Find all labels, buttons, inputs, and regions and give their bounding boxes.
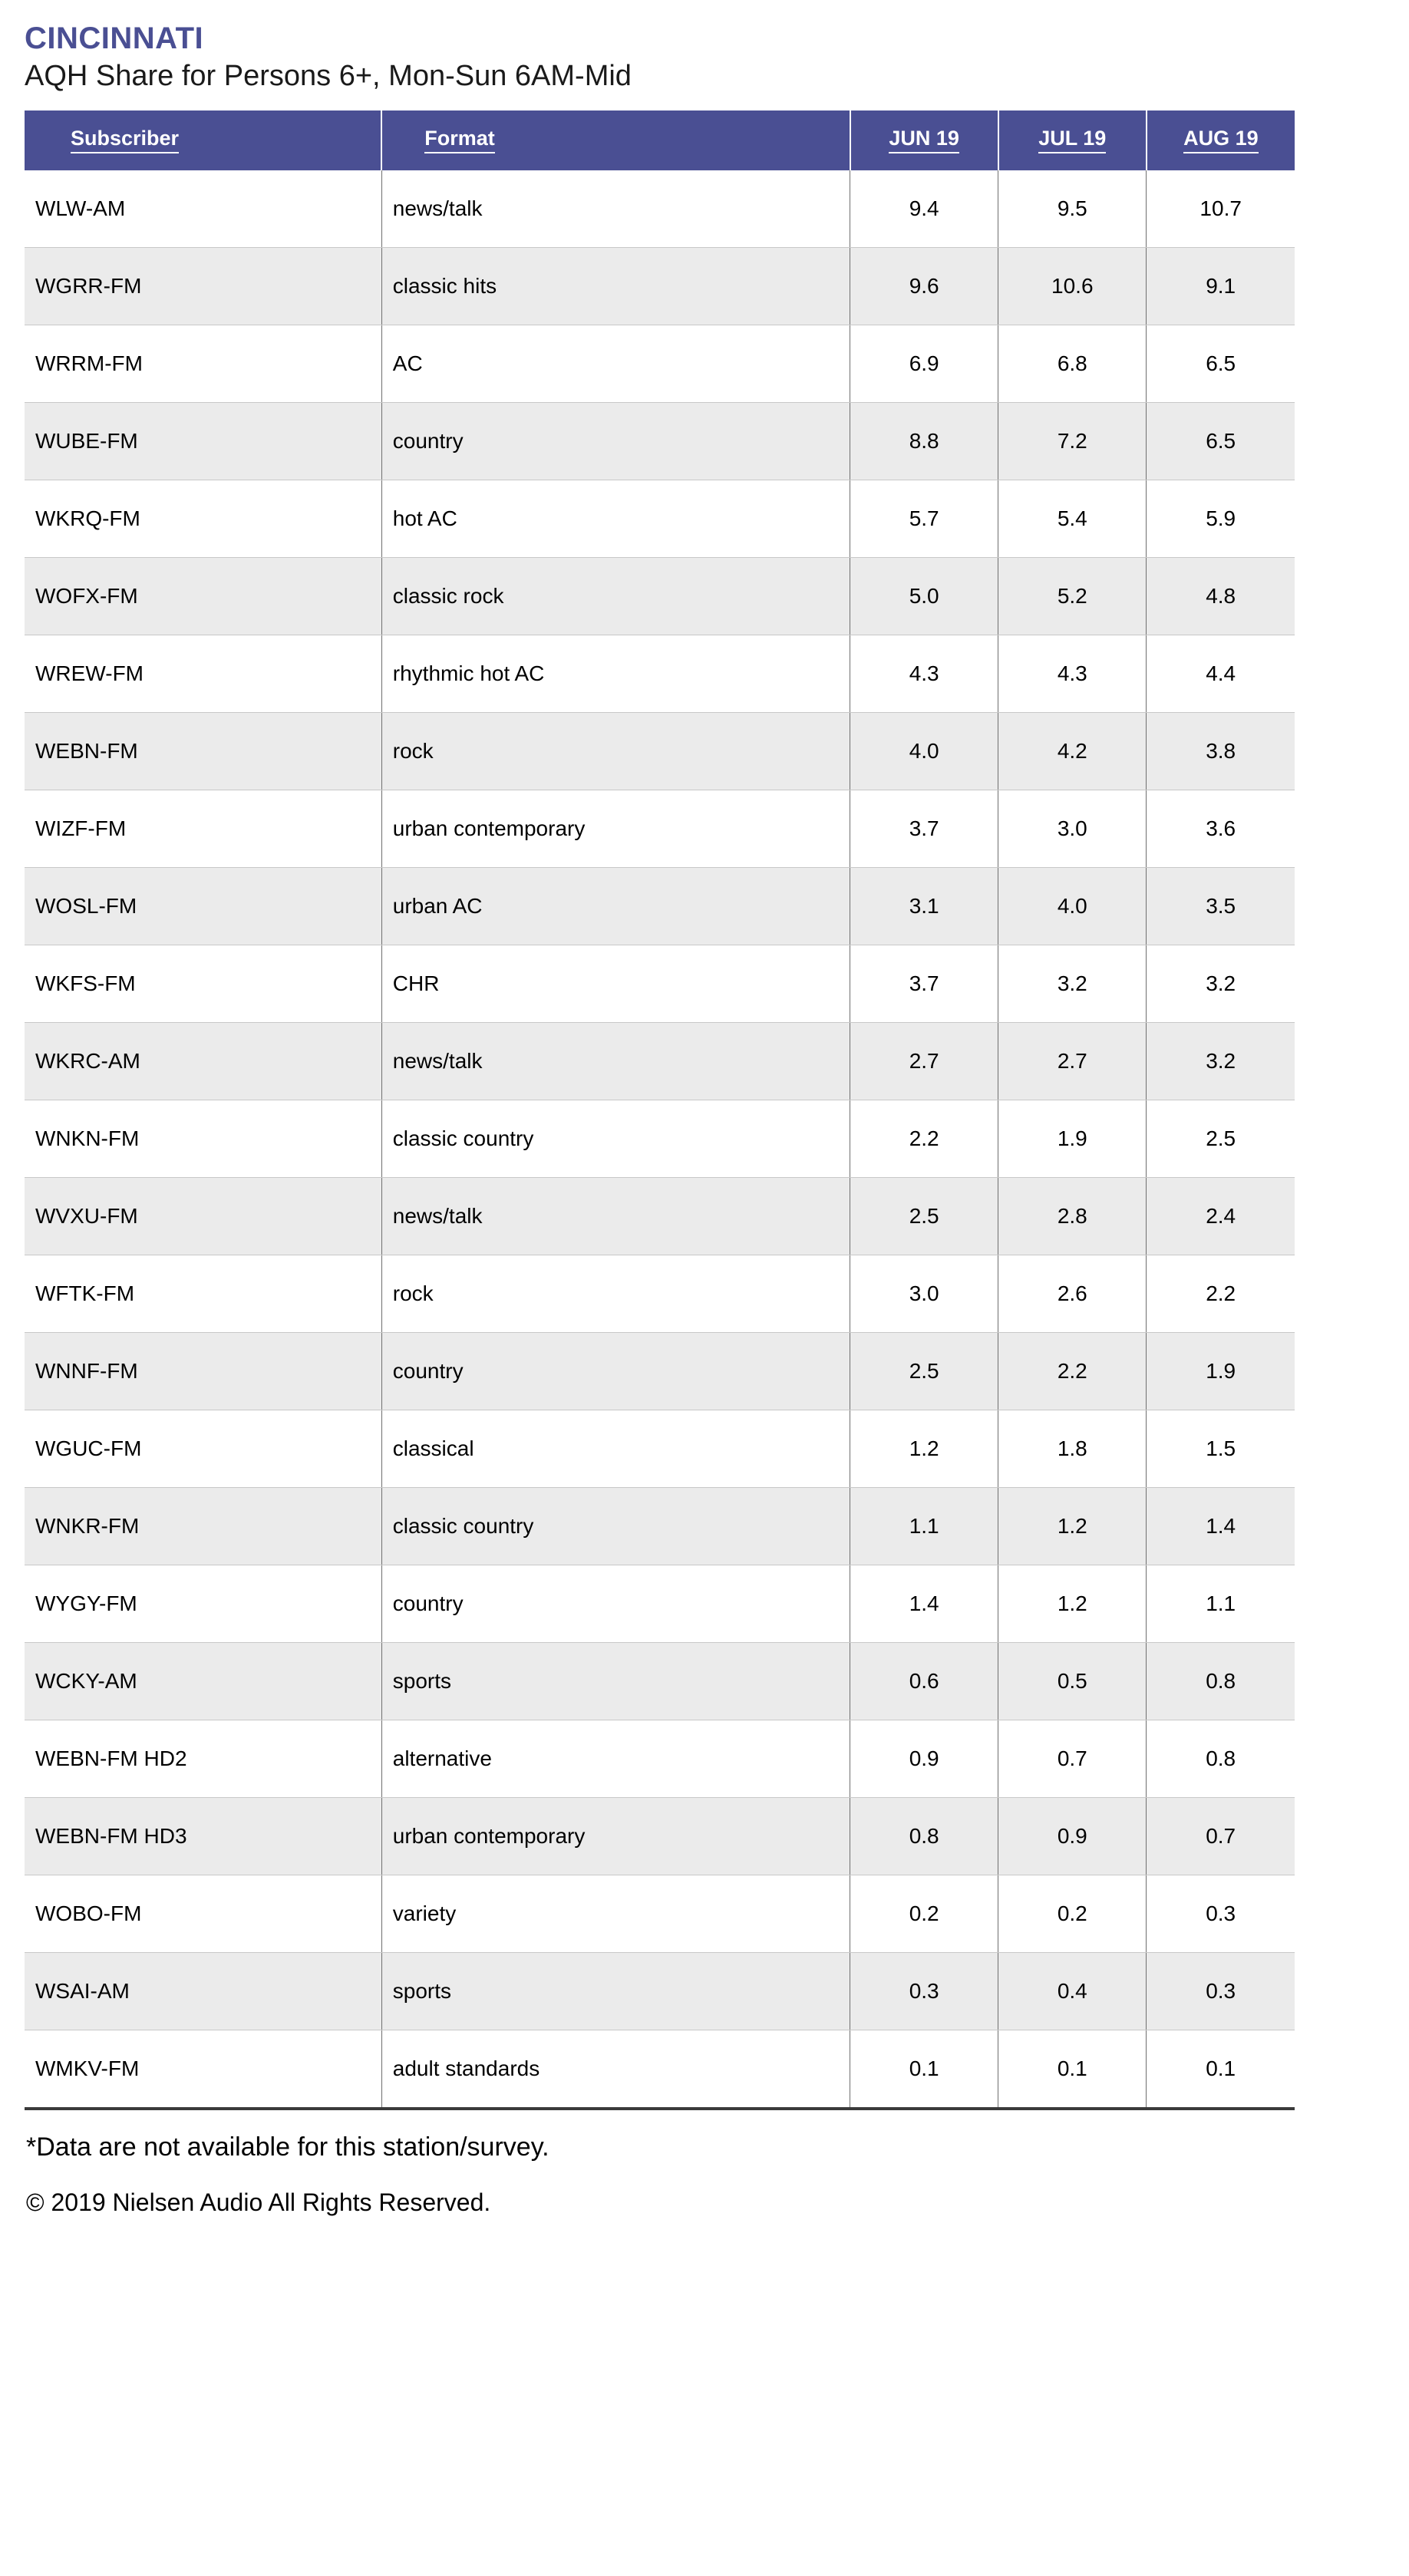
cell-jun-19: 2.5 [850,1177,998,1255]
cell-subscriber: WVXU-FM [25,1177,381,1255]
cell-format: hot AC [381,480,850,557]
cell-jun-19: 3.0 [850,1255,998,1332]
cell-jun-19: 4.3 [850,635,998,712]
cell-format: rock [381,712,850,790]
cell-subscriber: WOBO-FM [25,1875,381,1952]
cell-jun-19: 9.4 [850,170,998,248]
cell-jul-19: 5.4 [998,480,1147,557]
table-row [25,1797,1295,1875]
cell-jun-19: 9.6 [850,247,998,325]
table-header-row [25,110,1295,170]
cell-format: urban contemporary [381,1797,850,1875]
table-row [25,635,1295,712]
cell-format: variety [381,1875,850,1952]
cell-subscriber: WKRQ-FM [25,480,381,557]
table-row [25,790,1295,867]
table-row [25,945,1295,1022]
cell-format: AC [381,325,850,402]
cell-format: sports [381,1952,850,2030]
table-row [25,1410,1295,1487]
cell-format: classic rock [381,557,850,635]
cell-aug-19: 3.5 [1147,867,1295,945]
cell-subscriber: WRRM-FM [25,325,381,402]
cell-jul-19: 9.5 [998,170,1147,248]
table-row [25,1100,1295,1177]
cell-jul-19: 0.2 [998,1875,1147,1952]
cell-jul-19: 0.4 [998,1952,1147,2030]
cell-aug-19: 0.3 [1147,1875,1295,1952]
cell-jul-19: 2.2 [998,1332,1147,1410]
table-row [25,1255,1295,1332]
cell-subscriber: WUBE-FM [25,402,381,480]
table-row [25,1565,1295,1642]
cell-format: urban contemporary [381,790,850,867]
table-row [25,170,1295,248]
cell-subscriber: WEBN-FM HD2 [25,1720,381,1797]
cell-jun-19: 6.9 [850,325,998,402]
cell-subscriber: WSAI-AM [25,1952,381,2030]
cell-aug-19: 2.2 [1147,1255,1295,1332]
cell-jun-19: 2.7 [850,1022,998,1100]
cell-subscriber: WGRR-FM [25,247,381,325]
cell-aug-19: 3.6 [1147,790,1295,867]
table-row [25,1332,1295,1410]
cell-aug-19: 0.8 [1147,1642,1295,1720]
cell-format: rhythmic hot AC [381,635,850,712]
table-row [25,402,1295,480]
table-row [25,325,1295,402]
table-row [25,1487,1295,1565]
cell-jul-19: 1.2 [998,1487,1147,1565]
table-row [25,2030,1295,2107]
cell-format: country [381,402,850,480]
cell-format: classic country [381,1100,850,1177]
cell-jul-19: 2.6 [998,1255,1147,1332]
cell-aug-19: 0.3 [1147,1952,1295,2030]
cell-jul-19: 6.8 [998,325,1147,402]
cell-aug-19: 0.7 [1147,1797,1295,1875]
cell-jul-19: 2.7 [998,1022,1147,1100]
cell-subscriber: WCKY-AM [25,1642,381,1720]
cell-format: rock [381,1255,850,1332]
cell-jul-19: 1.8 [998,1410,1147,1487]
cell-jul-19: 0.9 [998,1797,1147,1875]
cell-subscriber: WOFX-FM [25,557,381,635]
cell-jul-19: 7.2 [998,402,1147,480]
cell-format: news/talk [381,1177,850,1255]
cell-jul-19: 0.5 [998,1642,1147,1720]
report-subtitle: AQH Share for Persons 6+, Mon-Sun 6AM-Mid [25,60,632,92]
cell-aug-19: 1.1 [1147,1565,1295,1642]
cell-subscriber: WKRC-AM [25,1022,381,1100]
cell-subscriber: WEBN-FM [25,712,381,790]
cell-jun-19: 0.6 [850,1642,998,1720]
cell-subscriber: WMKV-FM [25,2030,381,2107]
column-header-aug-19: AUG 19 [1147,110,1295,170]
cell-subscriber: WNKN-FM [25,1100,381,1177]
cell-aug-19: 2.5 [1147,1100,1295,1177]
table-row [25,1952,1295,2030]
table-row [25,1642,1295,1720]
cell-format: sports [381,1642,850,1720]
column-header-format: Format [381,110,850,170]
column-header-jul-19: JUL 19 [998,110,1147,170]
cell-jun-19: 4.0 [850,712,998,790]
cell-subscriber: WGUC-FM [25,1410,381,1487]
cell-jun-19: 0.2 [850,1875,998,1952]
cell-aug-19: 0.1 [1147,2030,1295,2107]
table-row [25,712,1295,790]
cell-jun-19: 3.7 [850,790,998,867]
cell-aug-19: 3.8 [1147,712,1295,790]
cell-aug-19: 9.1 [1147,247,1295,325]
cell-subscriber: WKFS-FM [25,945,381,1022]
cell-jun-19: 2.5 [850,1332,998,1410]
cell-jun-19: 0.9 [850,1720,998,1797]
cell-aug-19: 4.8 [1147,557,1295,635]
cell-aug-19: 10.7 [1147,170,1295,248]
cell-format: classic country [381,1487,850,1565]
cell-format: CHR [381,945,850,1022]
cell-jun-19: 1.2 [850,1410,998,1487]
cell-aug-19: 3.2 [1147,945,1295,1022]
cell-subscriber: WFTK-FM [25,1255,381,1332]
cell-format: adult standards [381,2030,850,2107]
cell-subscriber: WIZF-FM [25,790,381,867]
cell-jul-19: 10.6 [998,247,1147,325]
cell-jul-19: 2.8 [998,1177,1147,1255]
cell-jul-19: 1.2 [998,1565,1147,1642]
table-row [25,867,1295,945]
cell-jul-19: 5.2 [998,557,1147,635]
cell-jun-19: 8.8 [850,402,998,480]
cell-aug-19: 1.9 [1147,1332,1295,1410]
cell-jul-19: 4.2 [998,712,1147,790]
cell-format: alternative [381,1720,850,1797]
ratings-table [25,110,1295,2107]
cell-format: country [381,1332,850,1410]
cell-subscriber: WEBN-FM HD3 [25,1797,381,1875]
cell-jun-19: 2.2 [850,1100,998,1177]
table-body [25,170,1295,2107]
cell-aug-19: 4.4 [1147,635,1295,712]
column-header-jun-19: JUN 19 [850,110,998,170]
table-row [25,1875,1295,1952]
table-header [25,110,1295,170]
cell-aug-19: 6.5 [1147,402,1295,480]
cell-aug-19: 3.2 [1147,1022,1295,1100]
cell-jun-19: 3.1 [850,867,998,945]
cell-jul-19: 3.0 [998,790,1147,867]
cell-aug-19: 1.5 [1147,1410,1295,1487]
cell-subscriber: WNNF-FM [25,1332,381,1410]
market-title: CINCINNATI [25,21,204,55]
cell-jun-19: 1.1 [850,1487,998,1565]
cell-jun-19: 1.4 [850,1565,998,1642]
table-row [25,247,1295,325]
cell-aug-19: 5.9 [1147,480,1295,557]
table-bottom-divider [25,2107,1295,2110]
cell-format: classic hits [381,247,850,325]
cell-jul-19: 0.7 [998,1720,1147,1797]
cell-jun-19: 5.7 [850,480,998,557]
cell-subscriber: WOSL-FM [25,867,381,945]
cell-jul-19: 0.1 [998,2030,1147,2107]
cell-jul-19: 3.2 [998,945,1147,1022]
footnote: *Data are not available for this station/survey. [26,2132,549,2162]
cell-subscriber: WYGY-FM [25,1565,381,1642]
cell-subscriber: WNKR-FM [25,1487,381,1565]
cell-jun-19: 0.3 [850,1952,998,2030]
cell-jun-19: 5.0 [850,557,998,635]
cell-subscriber: WREW-FM [25,635,381,712]
table-row [25,557,1295,635]
cell-format: country [381,1565,850,1642]
cell-format: news/talk [381,1022,850,1100]
cell-format: urban AC [381,867,850,945]
cell-aug-19: 1.4 [1147,1487,1295,1565]
cell-aug-19: 2.4 [1147,1177,1295,1255]
table-row [25,1177,1295,1255]
table-row [25,1022,1295,1100]
cell-jul-19: 4.3 [998,635,1147,712]
cell-jul-19: 4.0 [998,867,1147,945]
cell-jun-19: 0.1 [850,2030,998,2107]
cell-jun-19: 0.8 [850,1797,998,1875]
cell-jul-19: 1.9 [998,1100,1147,1177]
table-row [25,480,1295,557]
cell-aug-19: 0.8 [1147,1720,1295,1797]
cell-format: classical [381,1410,850,1487]
copyright-notice: © 2019 Nielsen Audio All Rights Reserved. [26,2188,491,2216]
table-row [25,1720,1295,1797]
column-header-subscriber: Subscriber [25,110,381,170]
cell-jun-19: 3.7 [850,945,998,1022]
cell-aug-19: 6.5 [1147,325,1295,402]
cell-format: news/talk [381,170,850,248]
cell-subscriber: WLW-AM [25,170,381,248]
